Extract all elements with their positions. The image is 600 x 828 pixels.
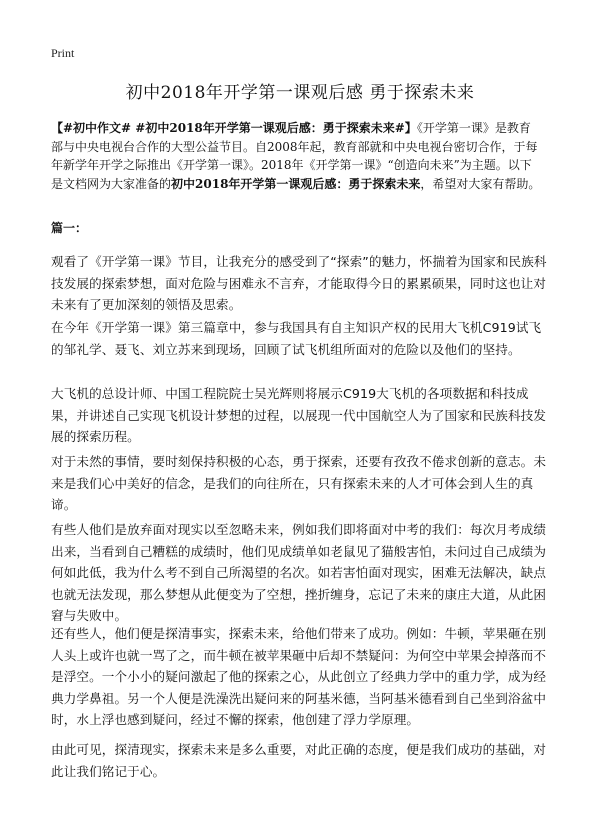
intro-bold-title: 初中2018年开学第一课观后感：勇于探索未来	[171, 176, 421, 191]
paragraph-3: 大飞机的总设计师、中国工程院院士吴光辉则将展示C919大飞机的各项数据和科技成果，并讲述自己实现飞机设计梦想的过程，以展现一代中国航空人为了国家和民族科技发展的探索历程。	[51, 386, 547, 444]
paragraph-6: 还有些人，他们便是探清事实，探索未来，给他们带来了成功。例如：牛顿，苹果砸在别人头上或许也就一骂了之，而牛顿在被苹果砸中后却不禁疑问：为何空中苹果会掉落而不是浮空。一个小小的疑问激起了他的探索之心，从此创立了经典力学中的重力学，成为经典力学鼻祖。另一个人便是洗澡洗出疑问来的阿基米德，当阿基米德看到自己坐到浴盆中时，水上浮也感到疑问，经过不懈的探索，他创建了浮力学原理。	[51, 626, 547, 727]
print-link[interactable]: Print	[51, 46, 75, 60]
paragraph-1: 观看了《开学第一课》节目，让我充分的感受到了“探索”的魅力，怀揣着为国家和民族科技发展的探索梦想，面对危险与困难永不言弃，才能取得今日的累累硕果，同时这也让对未来有了更加深刻的领悟及思索。	[51, 254, 547, 312]
intro-paragraph	[51, 119, 541, 193]
paragraph-5: 有些人他们是放弃面对现实以至忽略未来，例如我们即将面对中考的我们：每次月考成绩出来，当看到自己糟糕的成绩时，他们见成绩单如老鼠见了猫般害怕，未问过自己成绩为何如此低，我为什么考不到自己所渴望的名次。如若害怕面对现实，困难无法解决，缺点也就无法发现，那么梦想从此便变为了空想，挫折缠身，忘记了未来的康庄大道，从此困窘与失败中。	[51, 522, 547, 623]
section-label: 篇一：	[51, 221, 88, 235]
paragraph-7: 由此可见，探清现实，探索未来是多么重要，对此正确的态度，便是我们成功的基础，对此让我们铭记于心。	[51, 742, 547, 779]
paragraph-2: 在今年《开学第一课》第三篇章中，参与我国具有自主知识产权的民用大飞机C919试飞的邹礼学、聂飞、刘立苏来到现场，回顾了试飞机组所面对的危险以及他们的坚持。	[51, 320, 542, 357]
intro-text-2: ，希望对大家有帮助。	[420, 176, 541, 191]
paragraph-4: 对于未然的事情，要时刻保持积极的心态，勇于探索，还要有孜孜不倦求创新的意志。未来是我们心中美好的信念，是我们的向往所在，只有探索未来的人才可体会到人生的真谛。	[51, 454, 547, 512]
intro-text-1: 《开学第一课》是教育部与中央电视台合作的大型公益节目。自2008年起，教育部就和中央电视台密切合作，于每年新学年开学之际推出《开学第一课》。2018年《开学第一课》“创造向未来”为主题。以下是文档网为大家准备的	[51, 121, 538, 191]
page-title: 初中2018年开学第一课观后感 勇于探索未来	[125, 83, 475, 103]
intro-tag-line: 【#初中作文# #初中2018年开学第一课观后感：勇于探索未来#】	[51, 121, 417, 135]
